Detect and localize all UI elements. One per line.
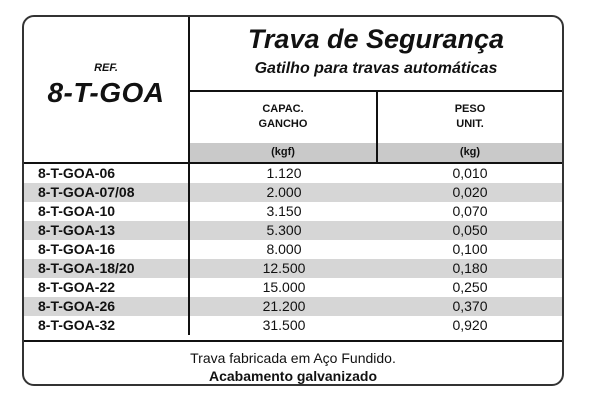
row-ref: 8-T-GOA-26: [24, 297, 190, 316]
weight-unit: (kg): [378, 143, 562, 162]
row-weight: 0,250: [452, 279, 488, 295]
finish-note: Acabamento galvanizado: [208, 368, 378, 384]
table-row: [24, 240, 562, 259]
row-capacity: 8.000: [266, 241, 302, 257]
row-ref: 8-T-GOA-13: [24, 221, 190, 240]
row-ref: 8-T-GOA-10: [24, 202, 190, 221]
row-weight: 0,070: [452, 203, 488, 219]
row-weight: 0,100: [452, 241, 488, 257]
table-row: [24, 297, 562, 316]
units-row: [24, 143, 562, 162]
row-capacity: 31.500: [262, 317, 306, 333]
row-capacity: 15.000: [262, 279, 306, 295]
table-row: [24, 278, 562, 297]
row-capacity: 2.000: [190, 183, 378, 202]
row-ref: 8-T-GOA-07/08: [24, 183, 190, 202]
table-row: [24, 221, 562, 240]
table-row: [24, 164, 562, 183]
row-weight: 0,920: [452, 317, 488, 333]
row-ref: 8-T-GOA-06: [24, 164, 190, 183]
weight-header-line2: UNIT.: [456, 118, 484, 130]
table-body: [24, 162, 562, 335]
row-capacity: 21.200: [190, 297, 378, 316]
table-row: [24, 202, 562, 221]
row-weight: 0,020: [378, 183, 562, 202]
material-note: Trava fabricada em Aço Fundido.: [190, 350, 396, 366]
row-ref: 8-T-GOA-22: [24, 278, 190, 297]
row-weight: 0,050: [378, 221, 562, 240]
row-capacity: 5.300: [190, 221, 378, 240]
row-ref: 8-T-GOA-18/20: [24, 259, 190, 278]
spec-card: [22, 15, 564, 386]
footer-note: [24, 340, 562, 386]
reference-label: REF.: [94, 62, 118, 74]
table-row: [24, 259, 562, 278]
row-weight: 0,180: [378, 259, 562, 278]
reference-cell: [24, 17, 190, 143]
column-header-weight: [378, 92, 562, 143]
row-capacity: 1.120: [266, 165, 302, 181]
row-capacity: 3.150: [266, 203, 302, 219]
row-ref: 8-T-GOA-32: [24, 316, 190, 335]
table-header: [24, 17, 562, 143]
reference-code: 8-T-GOA: [47, 77, 165, 108]
row-weight: 0,370: [378, 297, 562, 316]
capacity-unit: (kgf): [190, 143, 378, 162]
table-row: [24, 316, 562, 335]
table-row: [24, 183, 562, 202]
row-weight: 0,010: [452, 165, 488, 181]
row-ref: 8-T-GOA-16: [24, 240, 190, 259]
column-header-capacity: [190, 92, 378, 143]
weight-header-line1: PESO: [454, 103, 486, 115]
row-capacity: 12.500: [190, 259, 378, 278]
capacity-header-line1: CAPAC.: [262, 103, 304, 115]
product-subtitle: Gatilho para travas automáticas: [254, 60, 498, 77]
capacity-header-line2: GANCHO: [258, 118, 308, 130]
product-title: Trava de Segurança: [247, 24, 505, 54]
title-cell: [190, 17, 562, 92]
units-blank-cell: [24, 143, 190, 162]
